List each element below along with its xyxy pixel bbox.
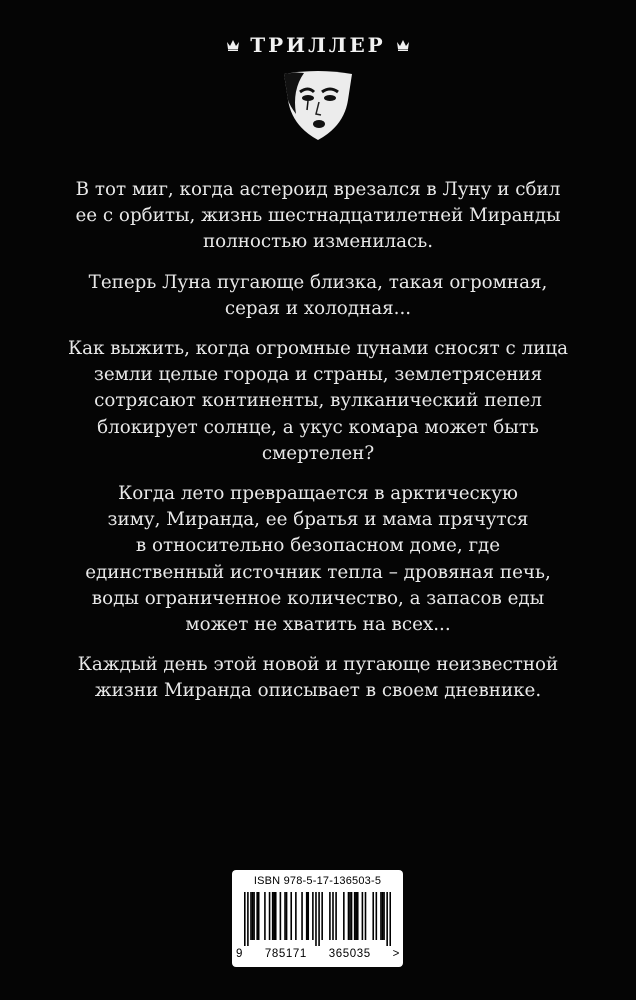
barcode-bar: [273, 892, 275, 940]
barcode-bar: [355, 892, 357, 940]
blurb-paragraph: [40, 270, 596, 322]
barcode-digit-group: >: [392, 948, 400, 960]
blurb-line: жизни Миранда описывает в своем дневнике.: [94, 680, 542, 702]
blurb-paragraph: [40, 336, 596, 467]
barcode-bar: [252, 892, 254, 940]
blurb-line: Каждый день этой новой и пугающе неизвестной: [77, 654, 559, 676]
crown-icon: [396, 39, 410, 51]
theatre-mask-face-icon: [278, 70, 358, 142]
barcode-digit-group: 365035: [328, 948, 371, 960]
blurb-line: единственный источник тепла – дровяная печь,: [85, 561, 551, 583]
blurb-line: Как выжить, когда огромные цунами сносят с лица: [67, 338, 569, 360]
barcode-box: [232, 870, 403, 967]
barcode-digit-group: 785171: [264, 948, 307, 960]
barcode-bar: [382, 892, 384, 940]
barcode-bar: [332, 892, 334, 940]
barcode-digits: [236, 948, 400, 960]
barcode-bar: [343, 892, 345, 940]
barcode-bar: [290, 892, 292, 940]
blurb-line: зиму, Миранда, ее братья и мама прячутся: [107, 509, 529, 531]
barcode-bar: [315, 892, 317, 946]
barcode-digit-group: 9: [236, 948, 243, 960]
barcode-bar: [357, 892, 359, 940]
blurb-paragraph: [40, 177, 596, 256]
barcode-bar: [256, 892, 258, 940]
barcode-bar: [258, 892, 260, 940]
barcode-bar: [269, 892, 271, 940]
barcode-bar: [348, 892, 350, 940]
barcode-bar: [280, 892, 282, 940]
barcode-bar: [312, 892, 314, 940]
barcode-bar: [362, 892, 364, 940]
barcode-bar: [389, 892, 391, 946]
barcode-bar: [295, 892, 297, 940]
barcode-bar: [383, 892, 385, 940]
blurb-line: ее с орбиты, жизнь шестнадцатилетней Миранды: [75, 205, 561, 227]
barcode-bar: [351, 892, 353, 940]
blurb-line: Теперь Луна пугающе близка, такая огромная,: [88, 271, 548, 293]
barcode-bar: [301, 892, 303, 940]
barcode-bar: [264, 892, 266, 940]
barcode-bar: [286, 892, 288, 940]
barcode-bar: [244, 892, 246, 946]
blurb-line: серая и холодная...: [224, 297, 412, 319]
blurb-line: в относительно безопасном доме, где: [135, 535, 501, 557]
blurb-line: Когда лето превращается в арктическую: [118, 483, 518, 505]
blurb-line: блокирует солнце, а укус комара может быть: [97, 416, 539, 438]
barcode-bar: [329, 892, 331, 940]
barcode-bar: [380, 892, 382, 940]
blurb: [40, 177, 596, 719]
blurb-paragraph: [40, 652, 596, 704]
blurb-line: смертелен?: [261, 442, 375, 464]
barcode-bar: [376, 892, 378, 940]
crown-icon: [226, 39, 240, 51]
blurb-line: полностью изменилась.: [202, 231, 434, 253]
blurb-line: сотрясают континенты, вулканический пепел: [94, 390, 542, 412]
barcode-bar: [321, 892, 323, 940]
barcode-bar: [354, 892, 356, 940]
barcode-bar: [386, 892, 388, 946]
blurb-line: земли целые города и страны, землетрясения: [93, 364, 543, 386]
barcode-bar: [372, 892, 374, 940]
barcode-bar: [307, 892, 309, 940]
barcode-bar: [284, 892, 286, 940]
barcode-bar: [306, 892, 308, 940]
barcode-bar: [275, 892, 277, 940]
barcode-bar: [335, 892, 337, 940]
barcode: [244, 892, 391, 946]
blurb-line: может не хватить на всех...: [185, 614, 451, 636]
barcode-bar: [349, 892, 351, 940]
series-label: ТРИЛЛЕР: [250, 33, 386, 57]
barcode-bar: [318, 892, 320, 946]
barcode-bar: [253, 892, 255, 940]
blurb-line: В тот миг, когда астероид врезался в Луну и сбил: [75, 179, 561, 200]
barcode-bar: [250, 892, 252, 940]
isbn-label: ISBN 978-5-17-136503-5: [253, 875, 382, 887]
barcode-bar: [247, 892, 249, 946]
series-header: [0, 33, 636, 57]
blurb-paragraph: [40, 481, 596, 638]
blurb-line: воды ограниченное количество, а запасов еды: [91, 587, 545, 609]
barcode-bar: [272, 892, 274, 940]
barcode-bar: [365, 892, 367, 940]
